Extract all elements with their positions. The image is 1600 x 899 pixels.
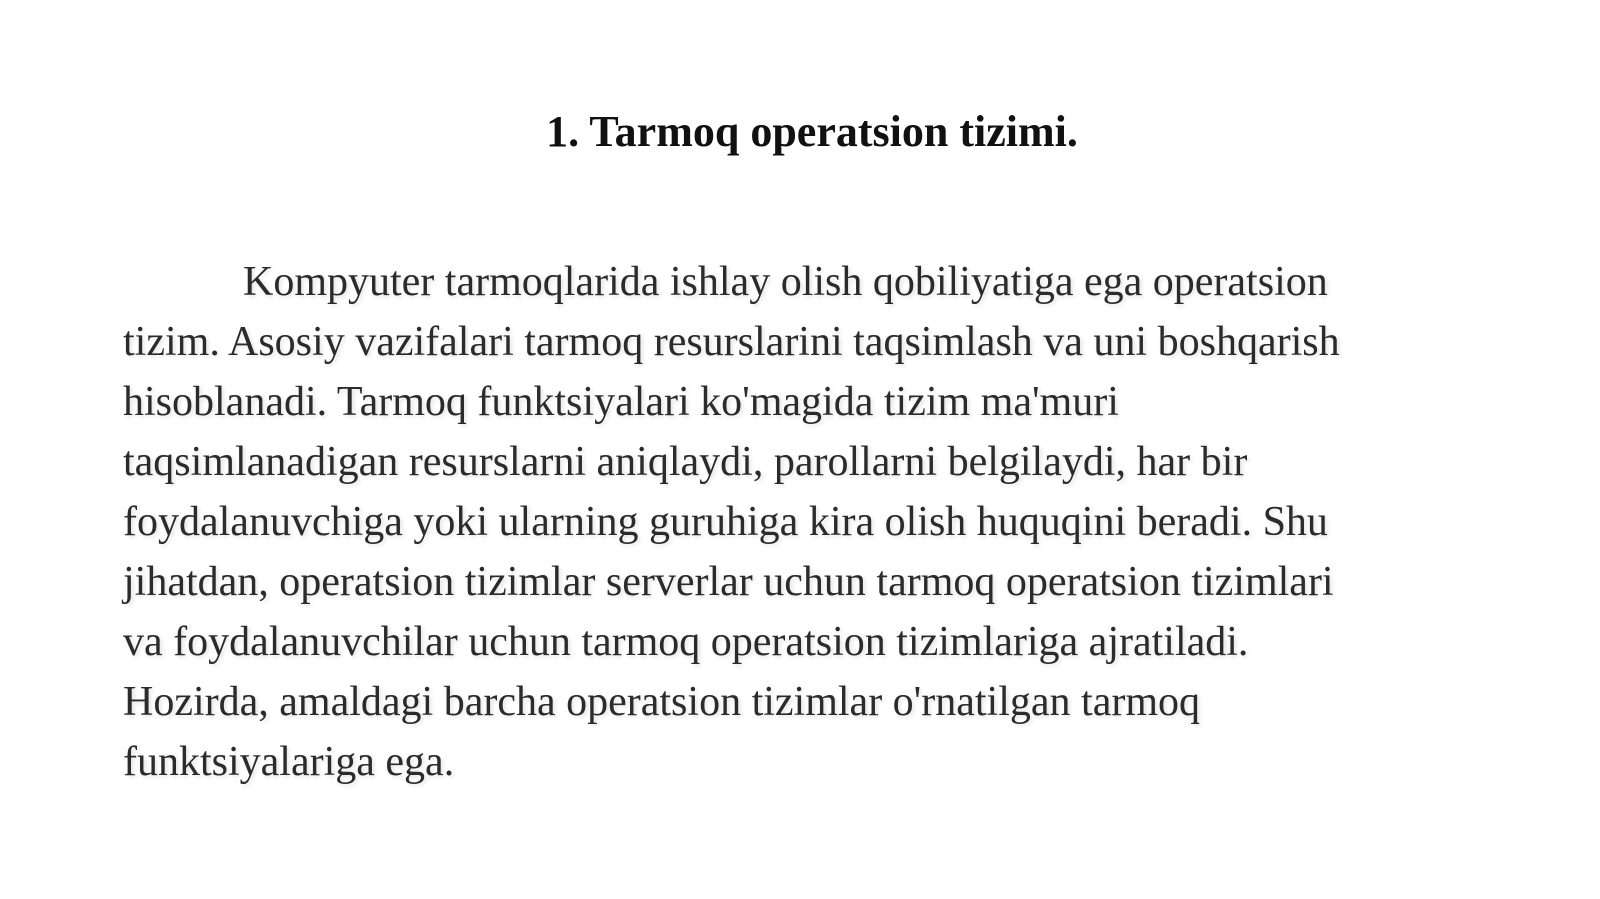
- paragraph-line: Kompyuter tarmoqlarida ishlay olish qobiliyatiga ega operatsion: [243, 259, 1328, 305]
- paragraph-line: taqsimlanadigan resurslarni aniqlaydi, parollarni belgilaydi, har bir: [123, 439, 1248, 485]
- paragraph-line: va foydalanuvchilar uchun tarmoq operatsion tizimlariga ajratiladi.: [123, 619, 1249, 665]
- paragraph-line: Hozirda, amaldagi barcha operatsion tizimlar o'rnatilgan tarmoq: [123, 679, 1200, 725]
- paragraph-line: hisoblanadi. Tarmoq funktsiyalari ko'magida tizim ma'muri: [123, 379, 1119, 425]
- slide-title: 1. Tarmoq operatsion tizimi.: [546, 107, 1078, 156]
- paragraph-line: funktsiyalariga ega.: [123, 739, 455, 785]
- paragraph-line: jihatdan, operatsion tizimlar serverlar uchun tarmoq operatsion tizimlari: [123, 559, 1334, 605]
- paragraph-line: tizim. Asosiy vazifalari tarmoq resurslarini taqsimlash va uni boshqarish: [123, 319, 1340, 365]
- body-paragraph: [123, 252, 1503, 792]
- paragraph-line: foydalanuvchiga yoki ularning guruhiga kira olish huquqini beradi. Shu: [123, 499, 1328, 545]
